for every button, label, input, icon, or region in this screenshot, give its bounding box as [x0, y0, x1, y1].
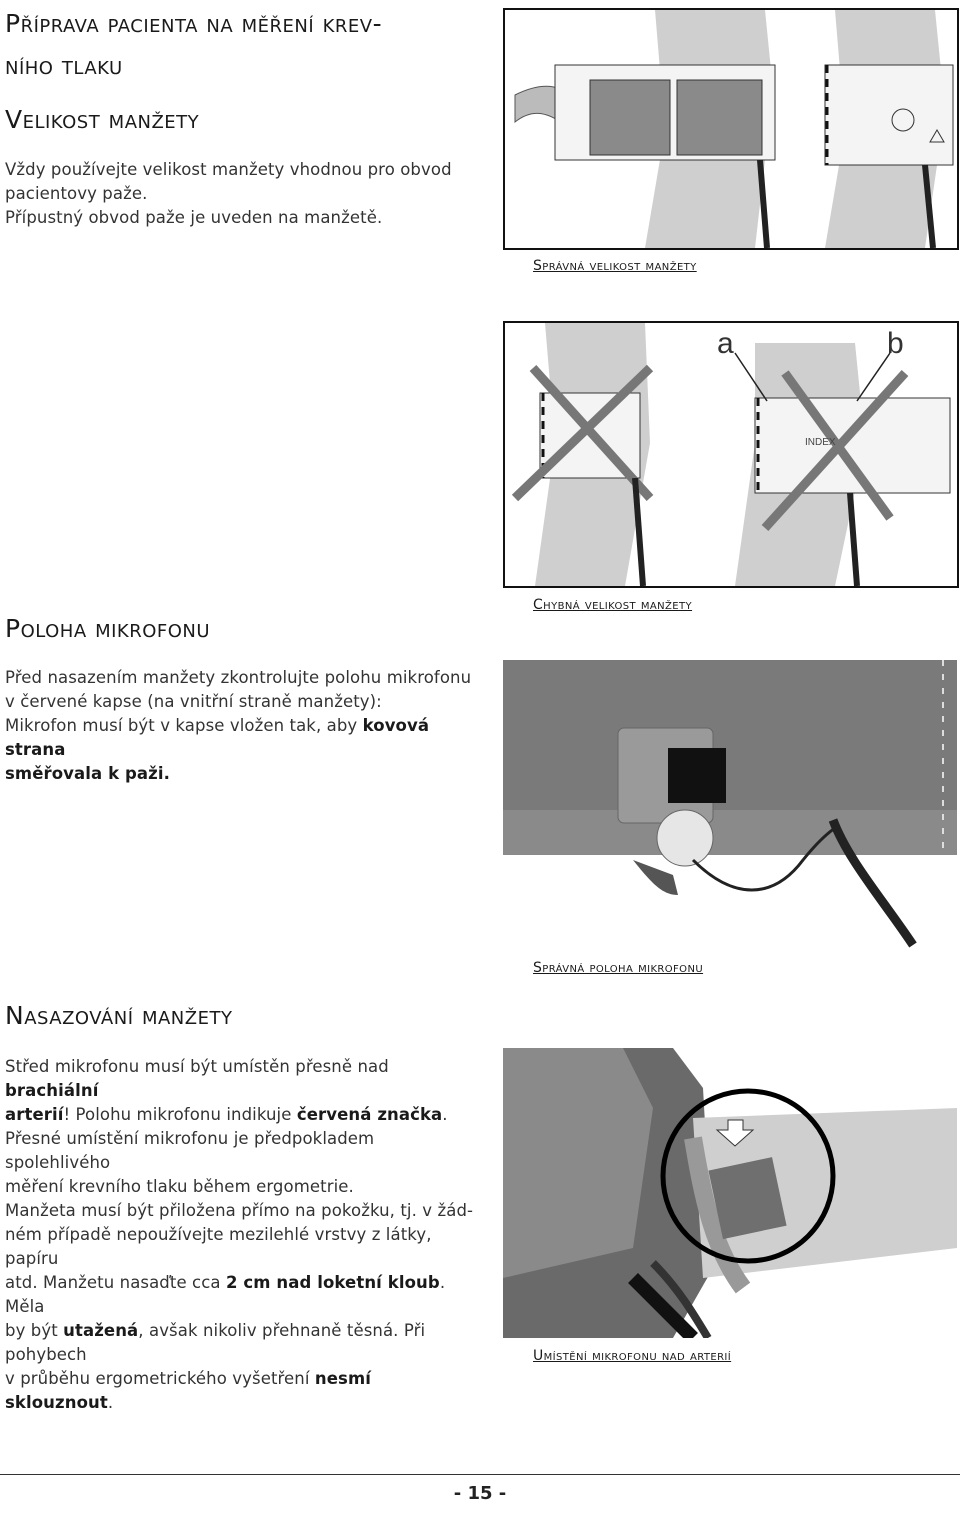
cuff-line6: ném případě nepoužívejte mezilehlé vrstvy z látky, papíru: [5, 1225, 432, 1268]
cuff-line2-text2: .: [442, 1105, 448, 1124]
page-title-line1: Příprava pacienta na měření krev-: [5, 9, 383, 38]
cuff-line9: [5, 1367, 475, 1415]
arm-cuff-illustration: [505, 10, 957, 248]
figure3-caption: Správná poloha mikrofonu: [533, 960, 704, 976]
figure2-caption: Chybná velikost manžety: [533, 597, 693, 613]
mic-line2: v červené kapse (na vnitřní straně manžety):: [5, 692, 382, 711]
microphone-position-paragraph: [5, 666, 475, 786]
cuff-line8: [5, 1319, 475, 1367]
cuff-line9-text1: v průběhu ergometrického vyšetření: [5, 1369, 315, 1388]
applying-cuff-paragraph: [5, 1055, 475, 1415]
figure-wrong-cuff-size: [503, 321, 959, 588]
cuff-size-paragraph: [5, 158, 475, 230]
cuff-line8-bold: utažená: [63, 1321, 139, 1340]
cuff-line1-text: Střed mikrofonu musí být umístěn přesně nad: [5, 1057, 389, 1076]
figure-microphone-over-artery: [503, 1048, 957, 1338]
cuff-line9-text2: .: [107, 1393, 114, 1412]
cuff-line2-bold1: arterií: [5, 1105, 64, 1124]
cuff-line7-text2: . Měla: [5, 1273, 446, 1316]
figure4-caption: Umístění mikrofonu nad arterií: [533, 1348, 732, 1364]
cuff-line7: [5, 1271, 475, 1319]
cuff-line5: Manžeta musí být přiložena přímo na pokožku, tj. v žád-: [5, 1201, 474, 1220]
cuff-size-line1: Vždy používejte velikost manžety vhodnou pro obvod: [5, 160, 452, 179]
index-label: INDEX: [805, 437, 836, 448]
section-heading-cuff-size: Velikost manžety: [5, 105, 200, 134]
figure1-caption: Správná velikost manžety: [533, 258, 697, 274]
cuff-line2-text1: ! Polohu mikrofonu indikuje: [63, 1105, 297, 1124]
cuff-line9-bold: nesmí sklouznout: [5, 1369, 371, 1412]
cuff-size-line2: pacientovy paže.: [5, 184, 148, 203]
label-a: a: [717, 327, 734, 360]
cuff-line1: [5, 1055, 475, 1103]
wrong-cuff-illustration: [505, 323, 957, 586]
figure-correct-cuff-size: [503, 8, 959, 250]
label-b: b: [887, 327, 904, 360]
mic-line4-bold: směřovala k paži.: [5, 764, 170, 783]
page-number: - 15 -: [453, 1483, 507, 1504]
mic-line3: [5, 714, 475, 762]
microphone-photo: [503, 660, 957, 950]
cuff-size-line3: Přípustný obvod paže je uveden na manžetě.: [5, 208, 383, 227]
footer-divider: [0, 1474, 960, 1475]
arm-microphone-photo: [503, 1048, 957, 1338]
section-heading-applying-cuff: Nasazování manžety: [5, 1001, 233, 1030]
cuff-line7-bold: 2 cm nad loketní kloub: [225, 1273, 440, 1292]
cuff-line2: [5, 1103, 475, 1127]
page-title-line2: ního tlaku: [5, 51, 123, 80]
page-title: [5, 6, 475, 84]
mic-line4: [5, 762, 475, 786]
section-heading-microphone-position: Poloha mikrofonu: [5, 614, 211, 643]
cuff-line7-text1: atd. Manžetu nasaďte cca: [5, 1273, 226, 1292]
cuff-line8-text2: , avšak nikoliv přehnaně těsná. Při pohybech: [5, 1321, 426, 1364]
cuff-line2-bold2: červená značka: [296, 1105, 443, 1124]
cuff-line8-text1: by být: [5, 1321, 64, 1340]
cuff-line3: Přesné umístění mikrofonu je předpokladem spolehlivého: [5, 1129, 375, 1172]
cuff-line4: měření krevního tlaku během ergometrie.: [5, 1177, 354, 1196]
cuff-line1-bold: brachiální: [5, 1081, 99, 1100]
mic-line3-text: Mikrofon musí být v kapse vložen tak, aby: [5, 716, 363, 735]
mic-line3-bold: kovová strana: [5, 716, 430, 759]
figure-correct-microphone-position: [503, 660, 957, 950]
mic-line1: Před nasazením manžety zkontrolujte polohu mikrofonu: [5, 668, 472, 687]
